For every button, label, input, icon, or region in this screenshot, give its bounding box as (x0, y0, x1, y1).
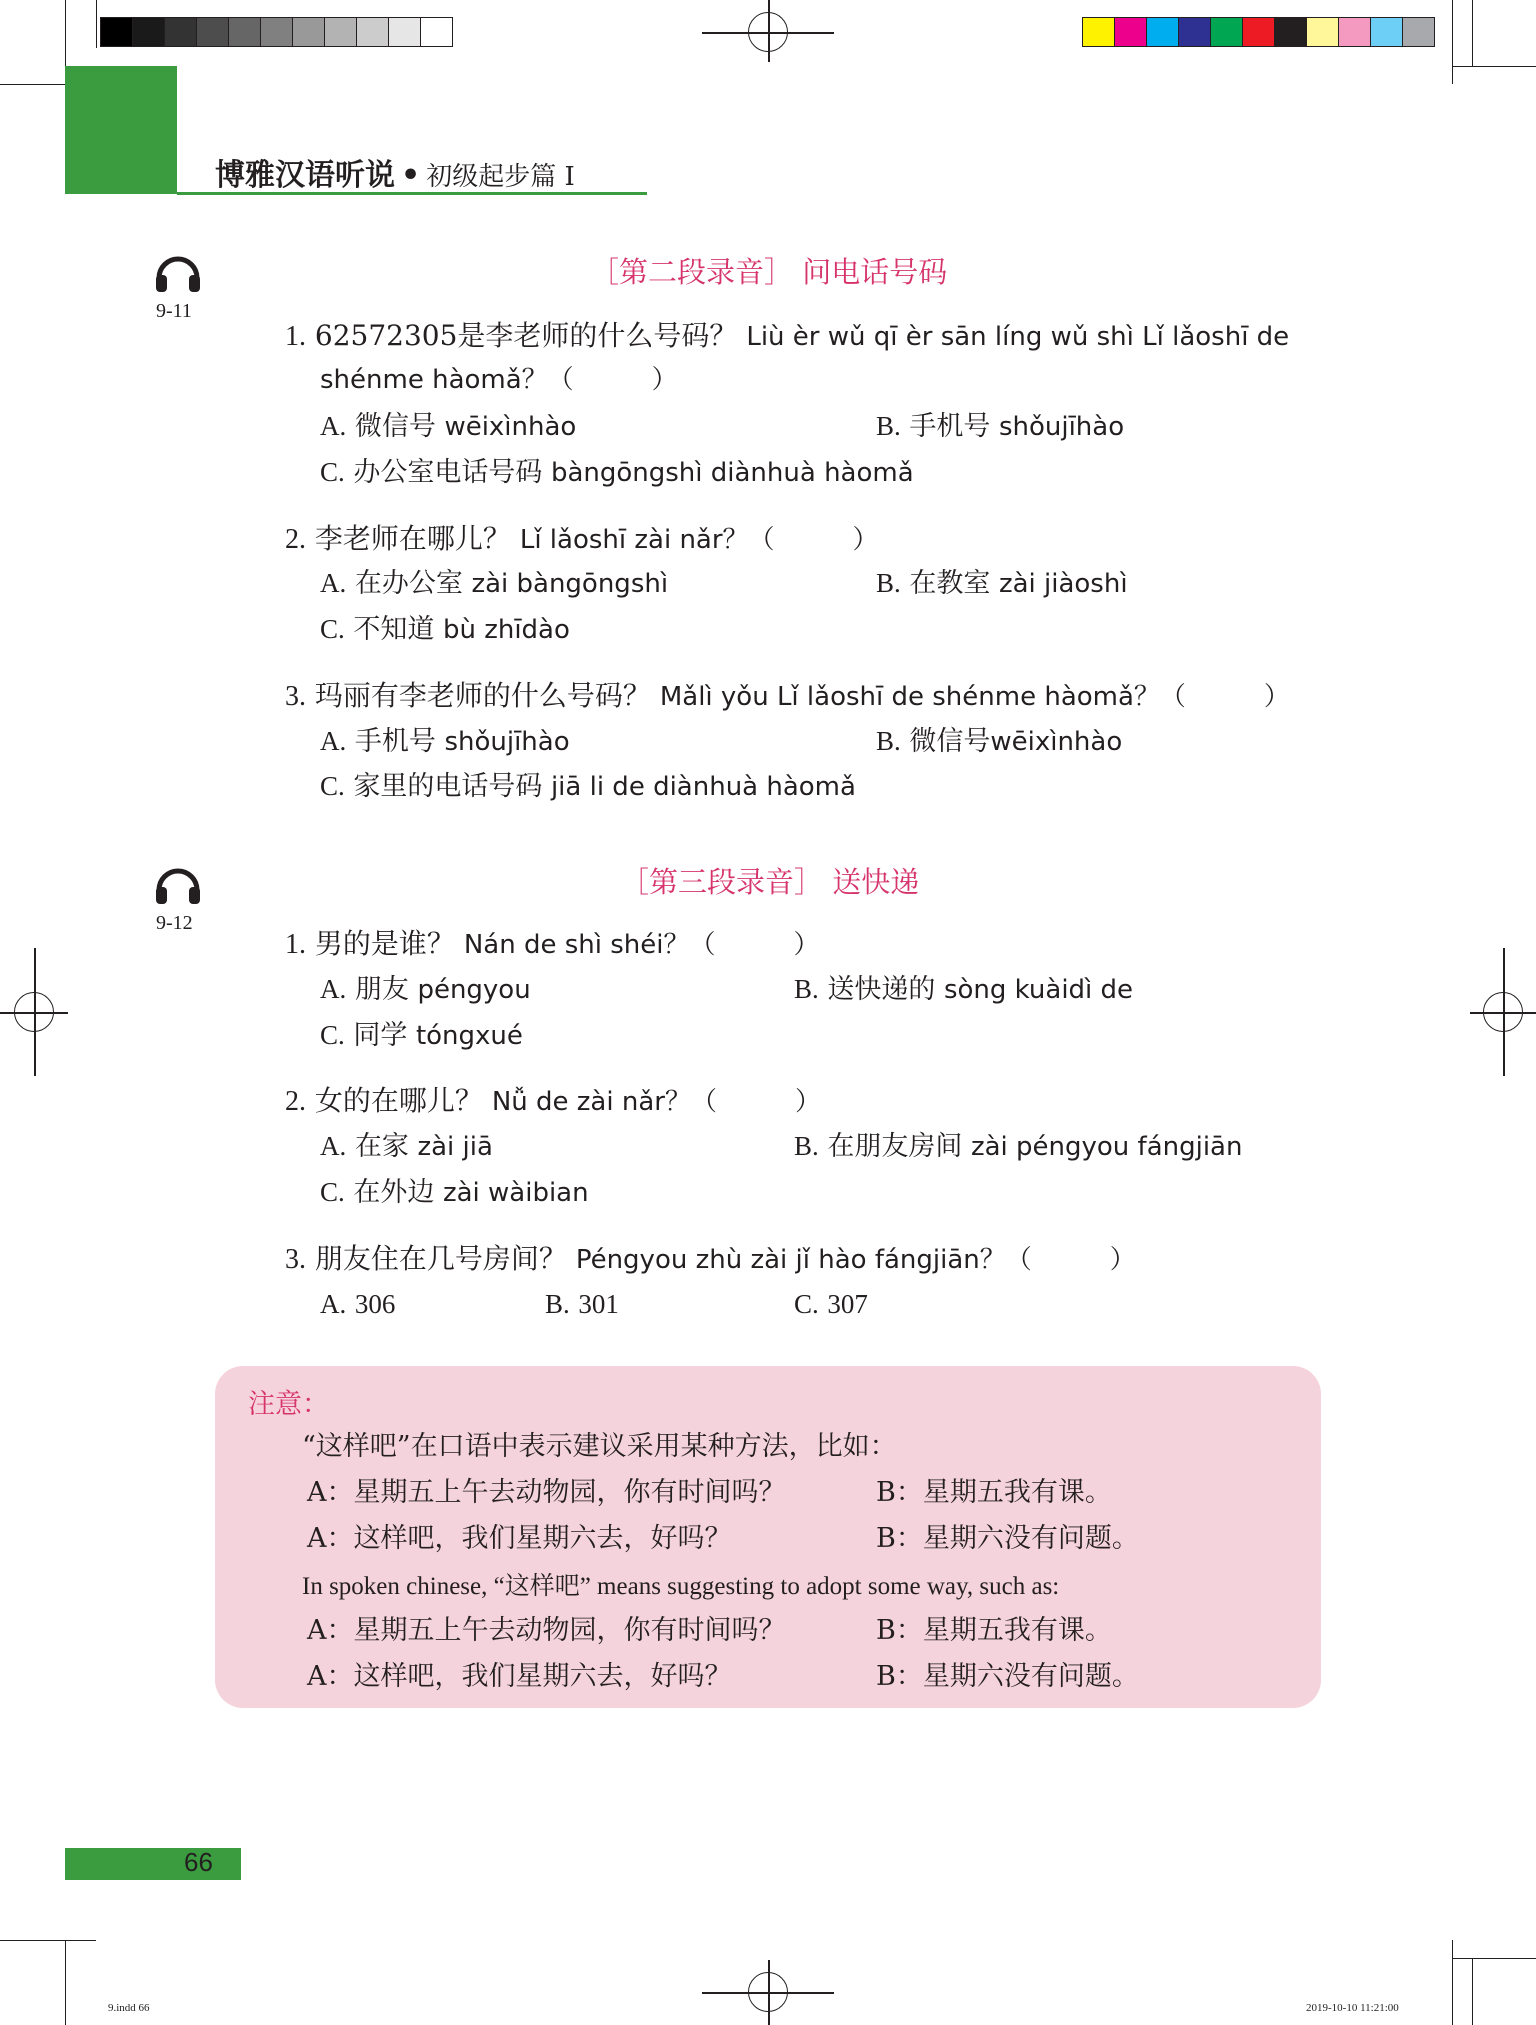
crop-mark (1452, 1940, 1453, 2025)
option-label: A. (320, 726, 347, 756)
option-label: C. (794, 1289, 819, 1319)
question-3-2 (285, 1084, 821, 1117)
section-title-3: ［第三段录音］ 送快递 (620, 865, 920, 899)
option-text: 微信号 (909, 726, 991, 757)
option-label: B. (794, 1131, 819, 1161)
option-c[interactable] (320, 1179, 589, 1206)
option-c[interactable] (794, 1291, 868, 1318)
option-pinyin: shǒujīhào (998, 412, 1125, 442)
option-label: A. (320, 1131, 347, 1161)
option-label: B. (876, 568, 901, 598)
track-number: 9-11 (156, 300, 192, 322)
option-text: 在朋友房间 (827, 1131, 963, 1162)
headphones-icon (153, 248, 203, 294)
option-pinyin: zài bàngōngshì (471, 569, 669, 599)
question-number: 1. (285, 929, 306, 960)
option-pinyin: tóngxué (415, 1021, 523, 1051)
option-pinyin: zài jiā (417, 1132, 493, 1162)
question-number: 1. (285, 321, 306, 352)
question-text: 玛丽有李老师的什么号码？ (314, 679, 651, 712)
option-text: 家里的电话号码 (353, 771, 543, 802)
note-example-a: A：星期五上午去动物园，你有时间吗？ (307, 1477, 786, 1508)
option-text: 手机号 (354, 726, 436, 757)
calibration-swatch (1274, 17, 1307, 47)
question-pinyin: Nán de shì shéi？（ ） (463, 930, 820, 960)
crop-mark (0, 1940, 96, 1941)
calibration-swatch (260, 17, 293, 47)
chapter-color-tab (65, 66, 177, 194)
option-label: B. (545, 1289, 570, 1319)
option-label: C. (320, 614, 345, 644)
question-2-1 (285, 319, 1290, 352)
option-pinyin: zài jiàoshì (998, 569, 1128, 599)
question-pinyin: Péngyou zhù zài jǐ hào fángjiān？（ ） (575, 1245, 1136, 1275)
option-pinyin: wēixìnhào (444, 412, 577, 442)
question-text: 男的是谁？ (314, 927, 455, 960)
question-number: 2. (285, 1086, 306, 1117)
option-label: A. (320, 411, 347, 441)
question-number: 2. (285, 524, 306, 555)
note-english: In spoken chinese, “这样吧” means suggesting to adopt some way, such as: (302, 1573, 1060, 1600)
question-text: 李老师在哪儿？ (314, 522, 511, 555)
option-c[interactable] (320, 1022, 523, 1049)
calibration-swatch (228, 17, 261, 47)
option-b[interactable] (545, 1291, 619, 1318)
crop-mark (1472, 1958, 1473, 2025)
calibration-swatch (292, 17, 325, 47)
page-number: 66 (184, 1847, 213, 1877)
calibration-swatch (1370, 17, 1403, 47)
calibration-swatch (1242, 17, 1275, 47)
book-title (215, 150, 575, 194)
option-label: A. (320, 1289, 347, 1319)
question-pinyin-continued: shénme hàomǎ？（ ） (320, 365, 678, 395)
question-number: 3. (285, 681, 306, 712)
option-text: 不知道 (353, 614, 435, 645)
option-pinyin: bàngōngshì diànhuà hàomǎ (550, 458, 914, 488)
crop-mark (1452, 66, 1536, 67)
option-label: C. (320, 1177, 345, 1207)
crop-mark (1452, 1958, 1536, 1959)
option-c[interactable] (320, 773, 856, 800)
option-pinyin: péngyou (417, 975, 531, 1005)
option-text: 301 (578, 1289, 619, 1319)
option-label: B. (794, 974, 819, 1004)
option-text: 手机号 (909, 411, 991, 442)
question-pinyin: Liù èr wǔ qī èr sān líng wǔ shì Lǐ lǎoshī de (746, 322, 1290, 352)
option-pinyin: zài wàibian (442, 1178, 589, 1208)
option-a[interactable] (320, 728, 570, 755)
option-pinyin: sòng kuàidì de (943, 975, 1134, 1005)
option-text: 306 (354, 1289, 396, 1319)
option-a[interactable] (320, 1291, 395, 1318)
option-c[interactable] (320, 459, 914, 486)
option-text: 办公室电话号码 (353, 457, 543, 488)
option-text: 307 (827, 1289, 868, 1319)
option-a[interactable] (320, 976, 531, 1003)
question-number: 3. (285, 1244, 306, 1275)
note-example-b: B：星期六没有问题。 (876, 1523, 1139, 1554)
option-label: A. (320, 568, 347, 598)
calibration-swatch (356, 17, 389, 47)
option-pinyin: zài péngyou fángjiān (970, 1132, 1243, 1162)
note-example-a: A：这样吧，我们星期六去，好吗？ (307, 1661, 732, 1692)
calibration-swatch (1338, 17, 1371, 47)
crop-mark (1472, 0, 1473, 66)
option-a[interactable] (320, 570, 668, 597)
calibration-swatch (1114, 17, 1147, 47)
crop-mark (1452, 0, 1453, 84)
option-text: 在外边 (353, 1177, 435, 1208)
section-title-2: ［第二段录音］ 问电话号码 (590, 255, 948, 289)
headphones-icon (153, 860, 203, 906)
question-3-3 (285, 1242, 1136, 1275)
note-example-a: A：这样吧，我们星期六去，好吗？ (307, 1523, 732, 1554)
calibration-swatch (1210, 17, 1243, 47)
question-pinyin: Lǐ lǎoshī zài nǎr？（ ） (519, 525, 879, 555)
option-label: B. (876, 411, 901, 441)
option-b[interactable] (876, 728, 1122, 755)
note-example-b: B：星期五我有课。 (876, 1615, 1112, 1646)
question-text: 62572305是李老师的什么号码？ (314, 319, 738, 352)
option-pinyin: bù zhīdào (442, 615, 570, 645)
option-pinyin: shǒujīhào (444, 727, 570, 757)
question-text: 女的在哪儿？ (314, 1084, 483, 1117)
question-pinyin: Mǎlì yǒu Lǐ lǎoshī de shénme hàomǎ？（ ） (659, 682, 1290, 712)
calibration-swatch (1082, 17, 1115, 47)
option-text: 微信号 (354, 411, 436, 442)
note-example-b: B：星期五我有课。 (876, 1477, 1112, 1508)
option-text: 送快递的 (827, 974, 936, 1005)
crop-mark (65, 1940, 66, 2025)
book-title-main: 博雅汉语听说 (215, 158, 395, 193)
option-b[interactable] (794, 1133, 1242, 1160)
note-example-a: A：星期五上午去动物园，你有时间吗？ (307, 1615, 786, 1646)
option-pinyin: jiā li de diànhuà hàomǎ (550, 772, 856, 802)
option-label: C. (320, 457, 345, 487)
question-text: 朋友住在几号房间？ (314, 1242, 567, 1275)
option-b[interactable] (876, 570, 1128, 597)
option-text: 同学 (353, 1020, 408, 1051)
crop-mark (0, 84, 65, 85)
option-text: 朋友 (354, 974, 409, 1005)
calibration-swatch (132, 17, 165, 47)
option-label: C. (320, 1020, 345, 1050)
option-pinyin: wēixìnhào (990, 727, 1123, 757)
slug-date: 2019-10-10 11:21:00 (1306, 2002, 1399, 2014)
question-3-1 (285, 927, 820, 960)
option-a[interactable] (320, 1133, 493, 1160)
option-a[interactable] (320, 413, 576, 440)
calibration-swatch (1306, 17, 1339, 47)
note-title: 注意： (248, 1389, 329, 1420)
title-separator: • (401, 158, 421, 193)
calibration-swatch (1178, 17, 1211, 47)
calibration-swatch (100, 17, 133, 47)
question-pinyin: Nǚ de zài nǎr？（ ） (491, 1087, 821, 1117)
calibration-swatch (324, 17, 357, 47)
book-subtitle: 初级起步篇 I (426, 162, 575, 192)
calibration-swatch (1146, 17, 1179, 47)
calibration-swatch (420, 17, 453, 47)
question-2-3 (285, 679, 1290, 712)
option-c[interactable] (320, 616, 570, 643)
calibration-swatch (1402, 17, 1435, 47)
calibration-swatch (164, 17, 197, 47)
crop-mark (96, 0, 97, 48)
option-b[interactable] (876, 413, 1124, 440)
page-number-bar (65, 1848, 241, 1880)
option-label: A. (320, 974, 347, 1004)
note-intro: “这样吧”在口语中表示建议采用某种方法，比如： (302, 1431, 897, 1462)
track-number: 9-12 (156, 912, 193, 934)
slug-file: 9.indd 66 (108, 2002, 150, 2014)
question-2-2 (285, 522, 879, 555)
option-label: C. (320, 771, 345, 801)
option-text: 在家 (354, 1131, 409, 1162)
calibration-swatch (196, 17, 229, 47)
option-text: 在教室 (909, 568, 991, 599)
option-b[interactable] (794, 976, 1133, 1003)
option-label: B. (876, 726, 901, 756)
note-example-b: B：星期六没有问题。 (876, 1661, 1139, 1692)
calibration-swatch (388, 17, 421, 47)
option-text: 在办公室 (354, 568, 463, 599)
